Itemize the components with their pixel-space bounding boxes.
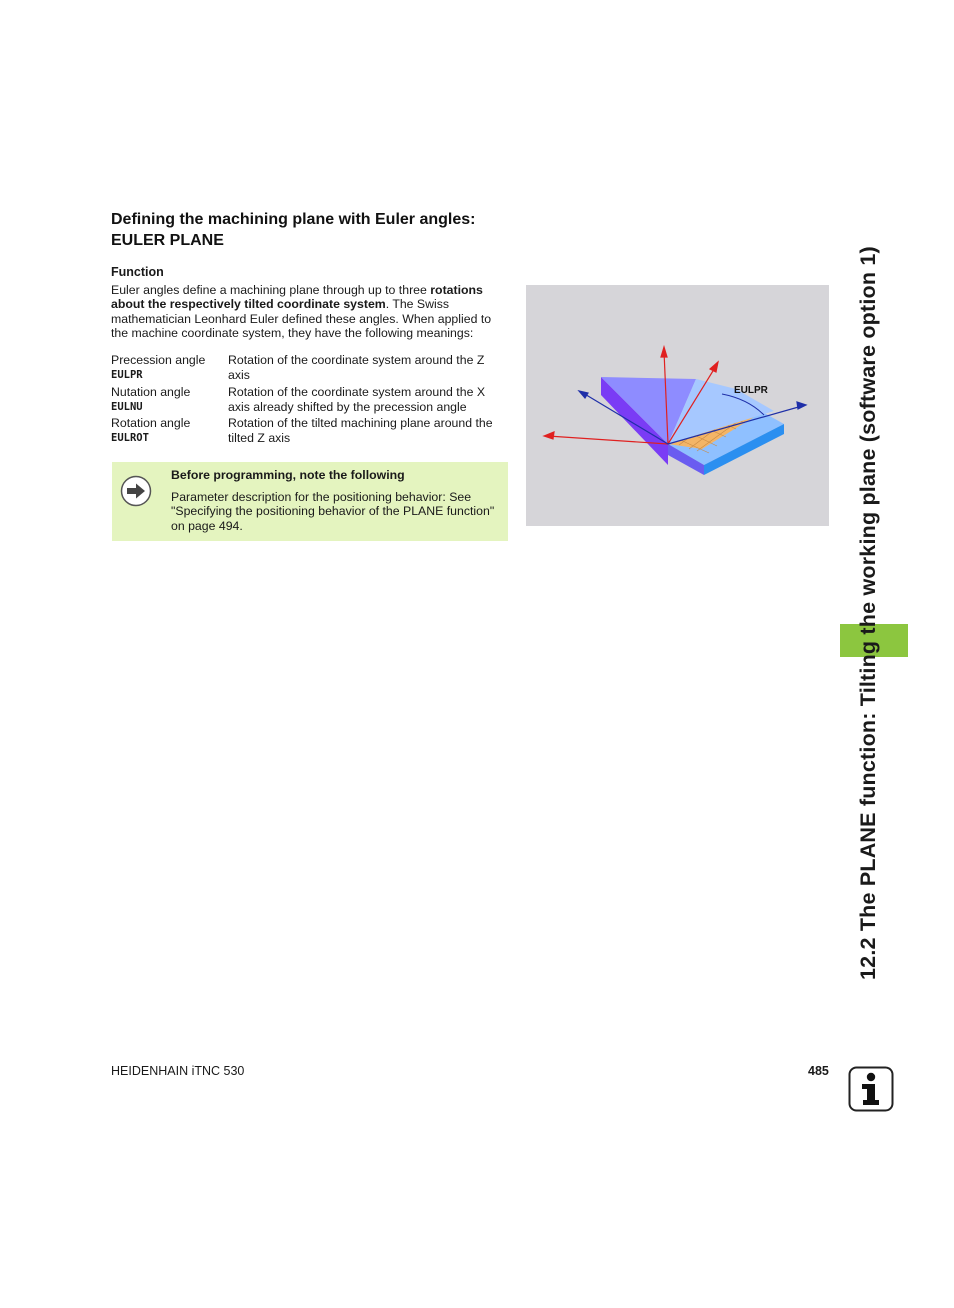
intro-text-bold: rotations about the respectively tilted coordinate system bbox=[111, 283, 483, 312]
definition-term: Rotation angle bbox=[111, 416, 191, 430]
section-heading bbox=[111, 209, 531, 251]
definition-code: EULNU bbox=[111, 400, 143, 413]
definition-term: Nutation angle bbox=[111, 385, 191, 399]
euler-diagram bbox=[526, 285, 829, 526]
page-number: 485 bbox=[808, 1064, 829, 1078]
arrow-right-icon bbox=[120, 475, 152, 507]
definition-code: EULPR bbox=[111, 368, 143, 381]
definition-term: Precession angle bbox=[111, 353, 206, 367]
function-subheading: Function bbox=[111, 265, 164, 279]
eulpr-label: EULPR bbox=[734, 385, 768, 396]
note-title: Before programming, note the following bbox=[171, 468, 405, 482]
section-heading-line2: EULER PLANE bbox=[111, 232, 224, 249]
intro-paragraph bbox=[111, 283, 511, 341]
info-icon bbox=[848, 1066, 894, 1112]
footer-product: HEIDENHAIN iTNC 530 bbox=[111, 1064, 245, 1078]
definition-description: Rotation of the coordinate system around the X axis already shifted by the precession angle bbox=[228, 385, 486, 414]
definition-description: Rotation of the tilted machining plane around the tilted Z axis bbox=[228, 416, 493, 445]
intro-text-2: . The Swiss mathematician Leonhard Euler defined these angles. When applied to the machine coordinate system, they have the following meanings: bbox=[111, 297, 492, 341]
euler-precession-figure bbox=[526, 285, 829, 526]
chapter-title-vertical: 12.2 The PLANE function: Tilting the working plane (software option 1) bbox=[856, 246, 880, 980]
intro-text-1: Euler angles define a machining plane through up to three bbox=[111, 283, 431, 297]
section-heading-line1: Defining the machining plane with Euler angles: bbox=[111, 211, 476, 228]
definition-description: Rotation of the coordinate system around the Z axis bbox=[228, 353, 485, 382]
note-box bbox=[112, 462, 508, 541]
definition-code: EULROT bbox=[111, 431, 149, 444]
note-text: Parameter description for the positioning behavior: See "Specifying the positioning behavior of the PLANE function" on page 494. bbox=[171, 490, 495, 533]
